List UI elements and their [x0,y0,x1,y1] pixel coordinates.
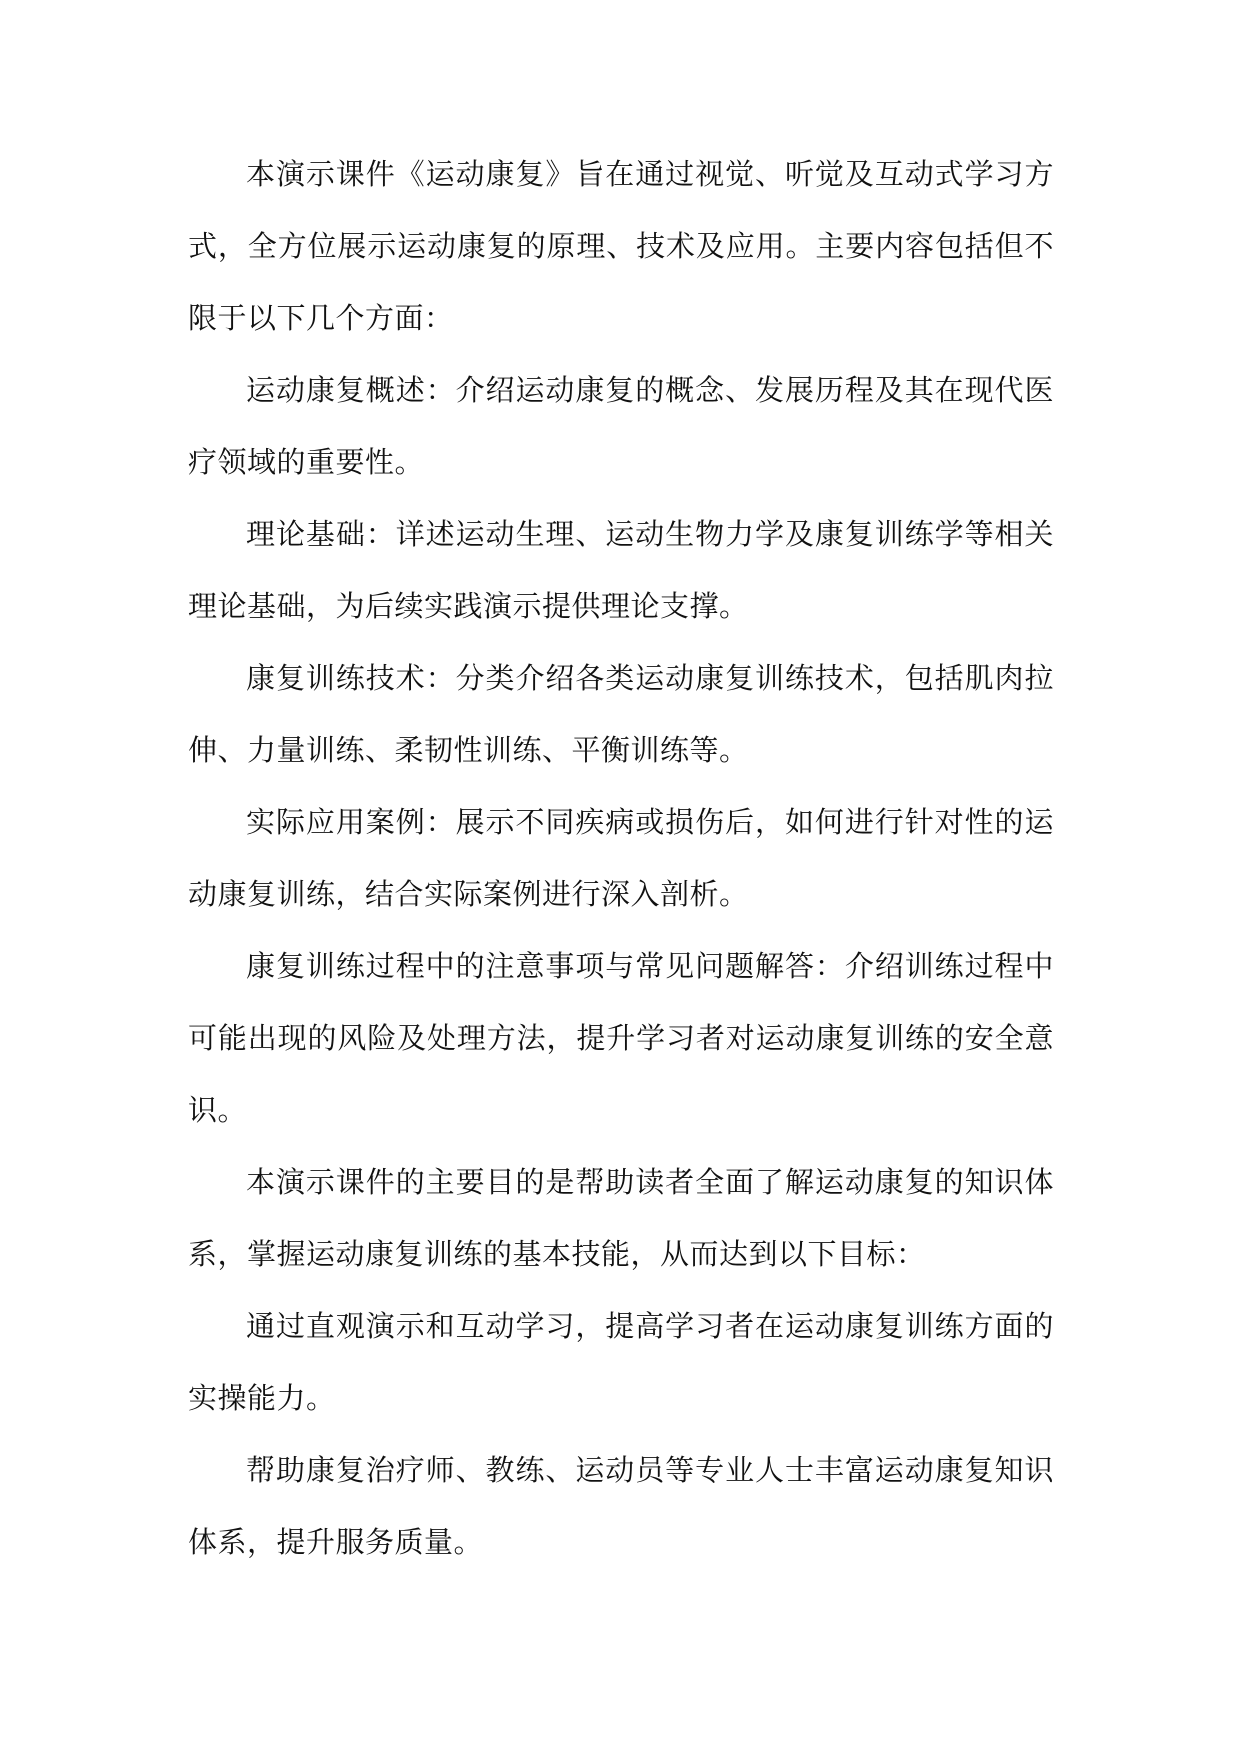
paragraph-purpose: 本演示课件的主要目的是帮助读者全面了解运动康复的知识体系，掌握运动康复训练的基本技能，从而达到以下目标： [188,1165,1054,1271]
paragraph-precautions: 康复训练过程中的注意事项与常见问题解答：介绍训练过程中可能出现的风险及处理方法，提升学习者对运动康复训练的安全意识。 [188,949,1054,1127]
paragraph-overview: 运动康复概述：介绍运动康复的概念、发展历程及其在现代医疗领域的重要性。 [188,373,1054,479]
paragraph-techniques: 康复训练技术：分类介绍各类运动康复训练技术，包括肌肉拉伸、力量训练、柔韧性训练、平衡训练等。 [188,661,1054,767]
paragraph-goal-1: 通过直观演示和互动学习，提高学习者在运动康复训练方面的实操能力。 [188,1309,1054,1415]
paragraph-cases: 实际应用案例：展示不同疾病或损伤后，如何进行针对性的运动康复训练，结合实际案例进行深入剖析。 [188,805,1054,911]
paragraph-theory: 理论基础：详述运动生理、运动生物力学及康复训练学等相关理论基础，为后续实践演示提供理论支撑。 [188,517,1054,623]
paragraph-intro: 本演示课件《运动康复》旨在通过视觉、听觉及互动式学习方式，全方位展示运动康复的原理、技术及应用。主要内容包括但不限于以下几个方面： [188,157,1054,335]
paragraph-goal-2: 帮助康复治疗师、教练、运动员等专业人士丰富运动康复知识体系，提升服务质量。 [188,1453,1054,1559]
document-body [188,138,1054,1578]
